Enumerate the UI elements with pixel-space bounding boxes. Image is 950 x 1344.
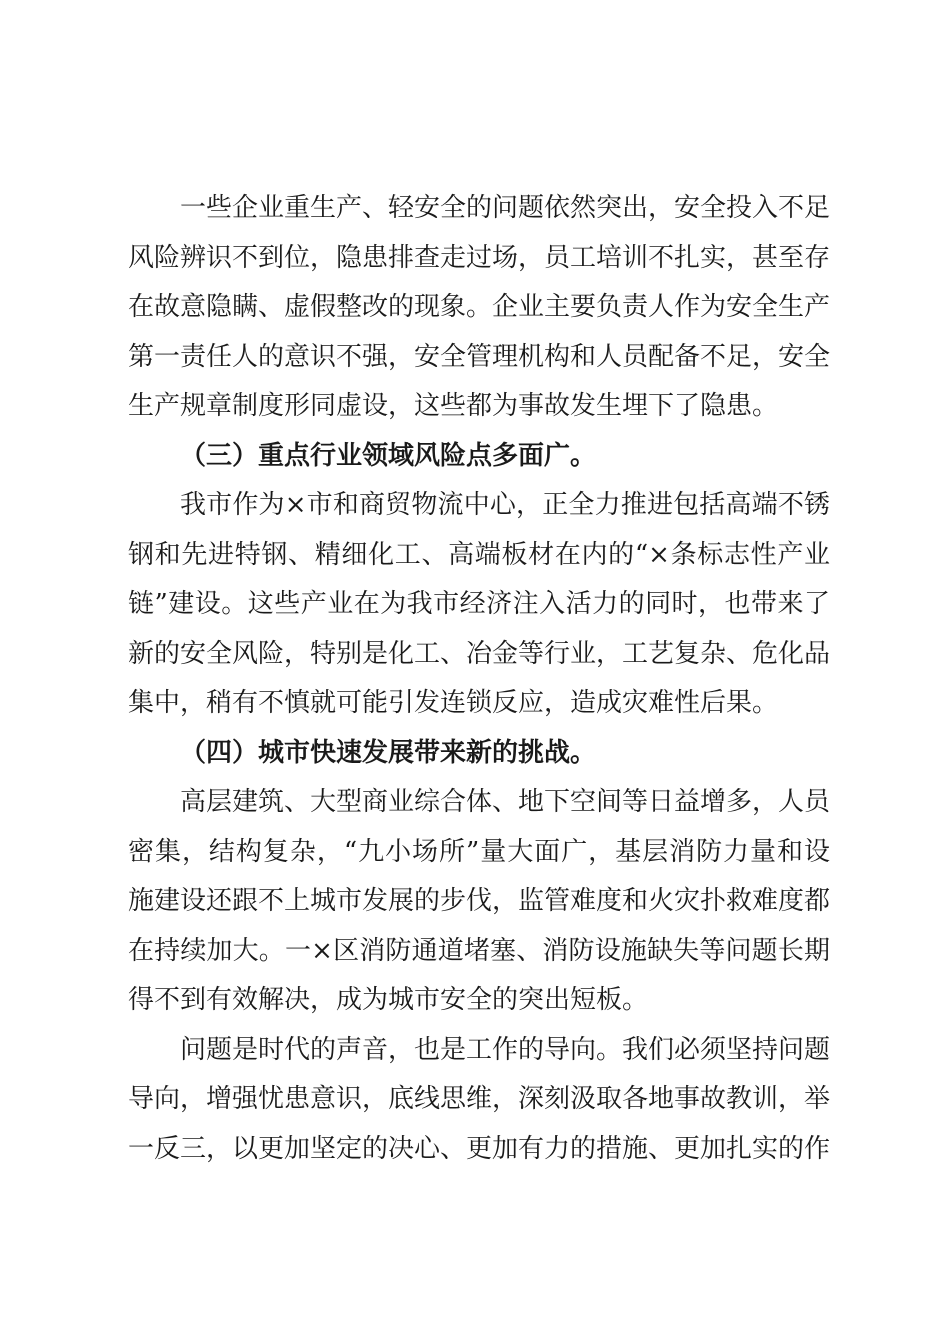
text-line: 钢和先进特钢、精细化工、高端板材在内的“×条标志性产业 [128,539,830,570]
text-line: 第一责任人的意识不强，安全管理机构和人员配备不足，安全 [128,341,831,372]
text-line: 高层建筑、大型商业综合体、地下空间等日益增多，人员 [180,787,831,817]
text-line: 问题是时代的声音，也是工作的导向。我们必须坚持问题 [180,1034,831,1065]
paragraph-problem-orientation [128,1026,830,1175]
text-line: 一些企业重生产、轻安全的问题依然突出，安全投入不足 [180,193,831,223]
text-line: 风险辨识不到位，隐患排查走过场，员工培训不扎实，甚至存 [128,242,831,273]
text-line: 在持续加大。一×区消防通道堵塞、消防设施缺失等问题长期 [128,935,830,966]
paragraph-industry-risk [128,481,830,729]
text-line: 集中，稍有不慎就可能引发连锁反应，造成灾难性后果。 [128,688,779,718]
text-line: 链”建设。这些产业在为我市经济注入活力的同时，也带来了 [128,589,830,619]
text-line: 新的安全风险，特别是化工、冶金等行业，工艺复杂、危化品 [128,638,831,669]
text-line: 导向，增强忧患意识，底线思维，深刻汲取各地事故教训，举 [128,1084,831,1114]
text-line: 施建设还跟不上城市发展的步伐，监管难度和火灾扑救难度都 [128,886,831,916]
section-heading-4: （四）城市快速发展带来新的挑战。 [180,737,597,768]
paragraph-urban-challenge [128,778,830,1026]
document-body [128,184,830,1174]
text-line: 生产规章制度形同虚设，这些都为事故发生埋下了隐患。 [128,391,779,421]
text-line: 在故意隐瞒、虚假整改的现象。企业主要负责人作为安全生产 [128,292,831,322]
paragraph-enterprise-safety [128,184,830,432]
text-line: 得不到有效解决，成为城市安全的突出短板。 [128,985,649,1015]
text-line: 密集，结构复杂，“九小场所”量大面广，基层消防力量和设 [128,836,830,867]
text-line: 一反三，以更加坚定的决心、更加有力的措施、更加扎实的作 [128,1133,831,1164]
text-line: 我市作为×市和商贸物流中心，正全力推进包括高端不锈 [180,490,830,520]
section-heading-3: （三）重点行业领域风险点多面广。 [180,440,597,471]
